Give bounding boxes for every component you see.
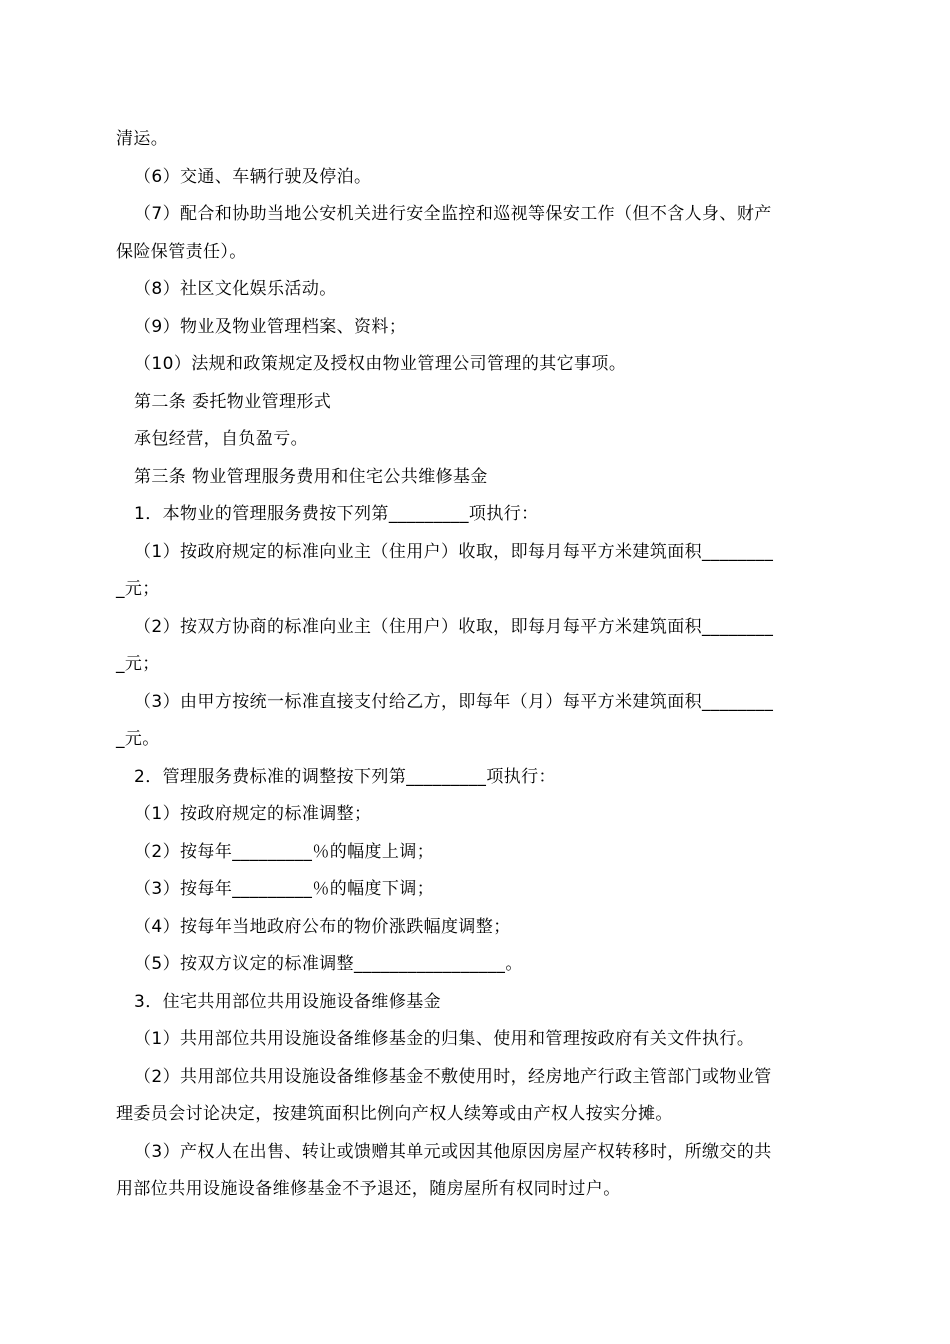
text-line: （4）按每年当地政府公布的物价涨跌幅度调整； [134, 916, 511, 937]
text-line: 用部位共用设施设备维修基金不予退还，随房屋所有权同时过户。 [116, 1179, 621, 1199]
text-line: （3）产权人在出售、转让或馈赠其单元或因其他原因房屋产权转移时，所缴交的共 [134, 1141, 772, 1162]
text-line: （3）按每年_________％的幅度下调； [134, 879, 435, 899]
text-line: 理委员会讨论决定，按建筑面积比例向产权人续筹或由产权人按实分摊。 [116, 1104, 673, 1124]
text-line: （7）配合和协助当地公安机关进行安全监控和巡视等保安工作（但不含人身、财产 [134, 204, 772, 224]
document-body [116, 121, 836, 1209]
text-line: 2．管理服务费标准的调整按下列第_________项执行： [134, 766, 556, 787]
text-line: （5）按双方议定的标准调整_________________。 [134, 954, 523, 974]
text-line: （2）共用部位共用设施设备维修基金不敷使用时，经房地产行政主管部门或物业管 [134, 1066, 772, 1087]
text-line: （1）共用部位共用设施设备维修基金的归集、使用和管理按政府有关文件执行。 [134, 1029, 755, 1049]
text-line: （2）按双方协商的标准向业主（住用户）收取，即每月每平方米建筑面积________ [134, 616, 774, 637]
text-line: _元； [116, 654, 160, 674]
text-line: 承包经营，自负盈亏。 [134, 429, 308, 449]
text-line: 1．本物业的管理服务费按下列第_________项执行： [134, 504, 539, 524]
text-line: 清运。 [116, 129, 169, 149]
section-heading: 第三条 物业管理服务费用和住宅公共维修基金 [134, 466, 488, 487]
text-line: （8）社区文化娱乐活动。 [134, 279, 337, 299]
text-line: （1）按政府规定的标准向业主（住用户）收取，即每月每平方米建筑面积________ [134, 541, 774, 562]
text-line: （3）由甲方按统一标准直接支付给乙方，即每年（月）每平方米建筑面积________ [134, 691, 774, 712]
section-heading: 第二条 委托物业管理形式 [134, 391, 332, 412]
text-line: （9）物业及物业管理档案、资料； [134, 316, 407, 337]
text-line: （6）交通、车辆行驶及停泊。 [134, 166, 372, 187]
text-line: 保险保管责任）。 [116, 241, 247, 262]
text-line: （10）法规和政策规定及授权由物业管理公司管理的其它事项。 [134, 354, 627, 374]
text-line: （1）按政府规定的标准调整； [134, 804, 372, 824]
text-line: _元。 [116, 729, 160, 749]
text-line: （2）按每年_________％的幅度上调； [134, 841, 435, 862]
text-line: _元； [116, 579, 160, 599]
text-line: 3．住宅共用部位共用设施设备维修基金 [134, 991, 442, 1012]
